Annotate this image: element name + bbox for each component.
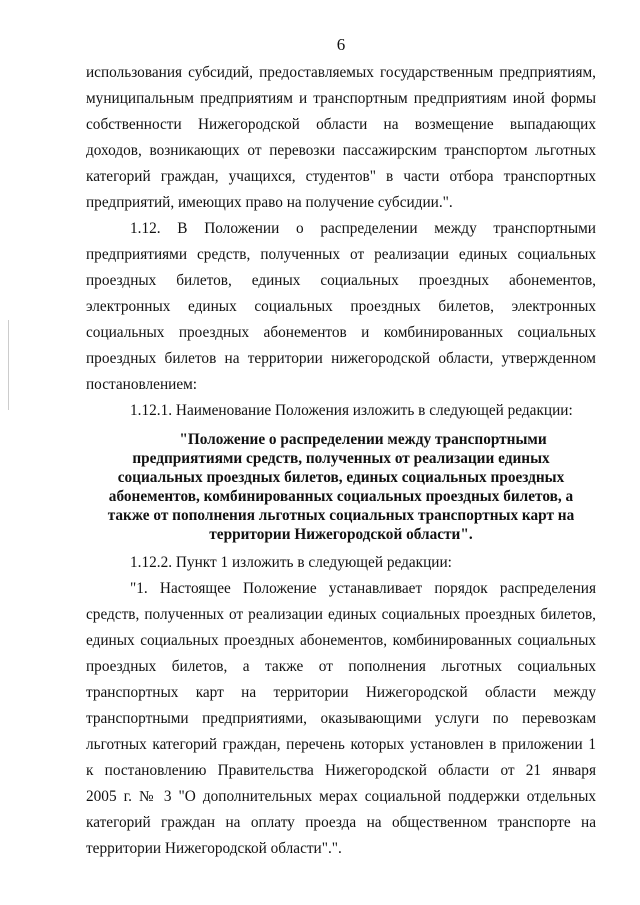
- text-line: предприятий, имеющих право на получение субсидии.".: [86, 194, 453, 211]
- text-line: доходов, возникающих от перевозки пассажирским транспортом льготных: [86, 142, 596, 159]
- paragraph-1-12: [86, 216, 596, 398]
- title-line: также от пополнения льготных социальных транспортных карт на: [107, 507, 575, 524]
- text-line: проездных билетов, единых социальных проездных абонементов,: [86, 272, 596, 289]
- text-line: "1. Настоящее Положение устанавливает порядок распределения: [130, 580, 596, 597]
- paragraph-point-1: [86, 576, 596, 862]
- text-line: 1.12.1. Наименование Положения изложить в следующей редакции:: [130, 402, 573, 419]
- text-line: 1.12.2. Пункт 1 изложить в следующей редакции:: [130, 554, 452, 571]
- text-line: использования субсидий, предоставляемых государственным предприятиям,: [86, 64, 596, 81]
- text-line: электронных единых социальных проездных билетов, электронных: [86, 298, 596, 315]
- title-line: социальных проездных билетов, единых социальных проездных: [117, 469, 565, 486]
- text-line: к постановлению Правительства Нижегородской области от 21 января: [86, 762, 596, 779]
- text-line: 1.12. В Положении о распределении между транспортными: [130, 220, 596, 237]
- text-line: проездных билетов, а также от пополнения льготных социальных: [86, 658, 596, 675]
- text-line: проездных билетов на территории нижегородской области, утвержденном: [86, 350, 596, 367]
- paragraph-1-12-1: [86, 398, 596, 424]
- text-line: постановлением:: [86, 376, 198, 393]
- title-line: территории Нижегородской области".: [209, 526, 473, 543]
- text-line: единых социальных проездных абонементов, комбинированных социальных: [86, 632, 596, 649]
- text-line: предприятиями средств, полученных от реализации единых социальных: [86, 246, 596, 263]
- text-line: категорий граждан, учащихся, студентов" в части отбора транспортных: [86, 168, 596, 185]
- text-line: категорий граждан на оплату проезда на общественном транспорте на: [86, 814, 596, 831]
- text-line: средств, полученных от реализации единых социальных проездных билетов,: [86, 606, 596, 623]
- text-line: транспортными предприятиями, оказывающими услуги по перевозкам: [86, 710, 596, 727]
- title-line: "Положение о распределении между транспортными: [179, 431, 547, 448]
- text-line: собственности Нижегородской области на возмещение выпадающих: [86, 116, 596, 133]
- text-line: муниципальным предприятиям и транспортным предприятиям иной формы: [86, 90, 596, 107]
- text-line: 2005 г. № 3 "О дополнительных мерах социальной поддержки отдельных: [86, 788, 596, 805]
- text-line: льготных категорий граждан, перечень которых установлен в приложении 1: [86, 736, 596, 753]
- text-line: транспортных карт на территории Нижегородской области между: [86, 684, 596, 701]
- paragraph-subsidies: [86, 60, 596, 216]
- title-line: абонементов, комбинированных социальных проездных билетов, а: [108, 488, 574, 505]
- page-number: 6: [336, 35, 346, 54]
- paragraph-1-12-2: [86, 550, 596, 576]
- text-line: социальных проездных абонементов и комбинированных социальных: [86, 324, 596, 341]
- text-line: территории Нижегородской области".".: [86, 840, 342, 857]
- regulation-title: [86, 430, 596, 544]
- title-line: предприятиями средств, полученных от реализации единых: [132, 450, 550, 467]
